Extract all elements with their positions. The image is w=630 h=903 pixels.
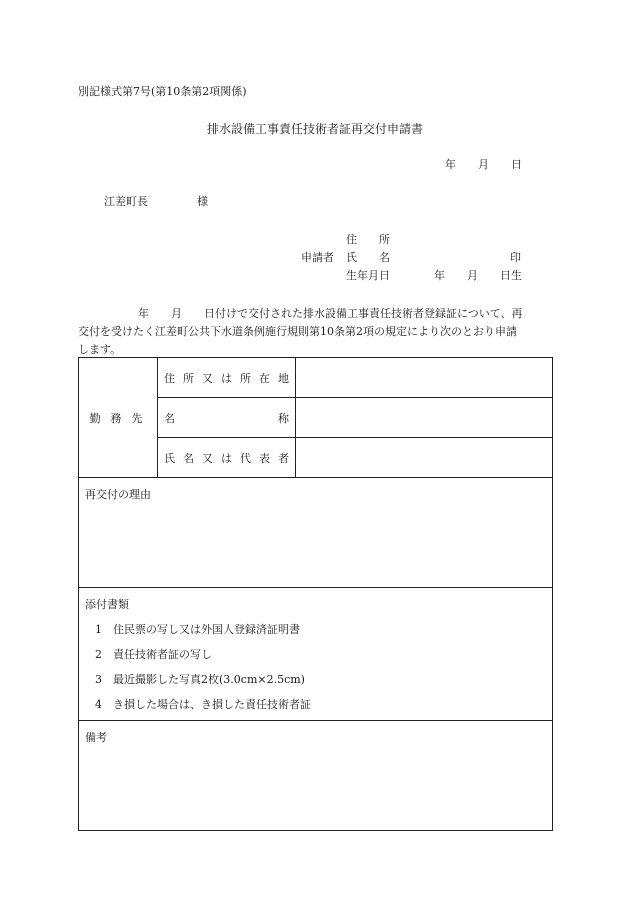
reissue-reason-section[interactable] bbox=[79, 478, 553, 588]
attachment-item bbox=[85, 671, 546, 687]
addressee-name: 江差町長 bbox=[104, 195, 148, 208]
workplace-label: 勤務先 bbox=[79, 358, 158, 478]
attachment-number: 4 bbox=[95, 698, 102, 711]
attachment-number: 3 bbox=[95, 673, 102, 686]
company-name-label: 名称 bbox=[158, 398, 296, 438]
applicant-label: 申請者 bbox=[301, 251, 334, 264]
attachment-number: 2 bbox=[95, 648, 102, 661]
remarks-section[interactable] bbox=[79, 721, 553, 831]
application-table bbox=[78, 357, 553, 831]
address-or-location-field[interactable] bbox=[296, 358, 553, 398]
attachments-label: 添付書類 bbox=[85, 598, 129, 611]
attachment-text: 責任技術者証の写し bbox=[113, 648, 212, 661]
attachment-item bbox=[85, 646, 546, 662]
address-or-location-label: 住所又は所在地 bbox=[158, 358, 296, 398]
representative-label: 氏名又は代表者 bbox=[158, 438, 296, 478]
attachment-item bbox=[85, 696, 546, 712]
body-line-1: 年 月 日付けで交付された排水設備工事責任技術者登録証について、再 bbox=[138, 307, 523, 320]
form-number: 別記様式第7号(第10条第2項関係) bbox=[78, 85, 247, 98]
birth-date-value: 年 月 日生 bbox=[434, 269, 522, 282]
seal-mark: 印 bbox=[510, 251, 521, 264]
document-title: 排水設備工事責任技術者証再交付申請書 bbox=[206, 122, 423, 136]
body-line-3: します。 bbox=[78, 343, 122, 356]
reissue-reason-label: 再交付の理由 bbox=[85, 488, 151, 501]
attachment-item bbox=[85, 621, 546, 637]
company-name-field[interactable] bbox=[296, 398, 553, 438]
attachment-text: 最近撮影した写真2枚(3.0cm×2.5cm) bbox=[113, 673, 305, 686]
attachment-text: き損した場合は、き損した責任技術者証 bbox=[113, 698, 311, 711]
attachment-number: 1 bbox=[95, 623, 102, 636]
birth-date-label: 生年月日 bbox=[346, 269, 390, 282]
body-line-2: 交付を受けたく江差町公共下水道条例施行規則第10条第2項の規定により次のとおり申請 bbox=[78, 325, 517, 338]
date-line: 年 月 日 bbox=[445, 158, 522, 171]
attachment-text: 住民票の写し又は外国人登録済証明書 bbox=[113, 623, 300, 636]
attachments-section bbox=[79, 588, 553, 721]
applicant-address-label: 住 所 bbox=[346, 233, 390, 246]
applicant-name-label: 氏 名 bbox=[346, 251, 390, 264]
remarks-label: 備考 bbox=[85, 731, 107, 744]
representative-field[interactable] bbox=[296, 438, 553, 478]
addressee-honorific: 様 bbox=[197, 195, 208, 208]
